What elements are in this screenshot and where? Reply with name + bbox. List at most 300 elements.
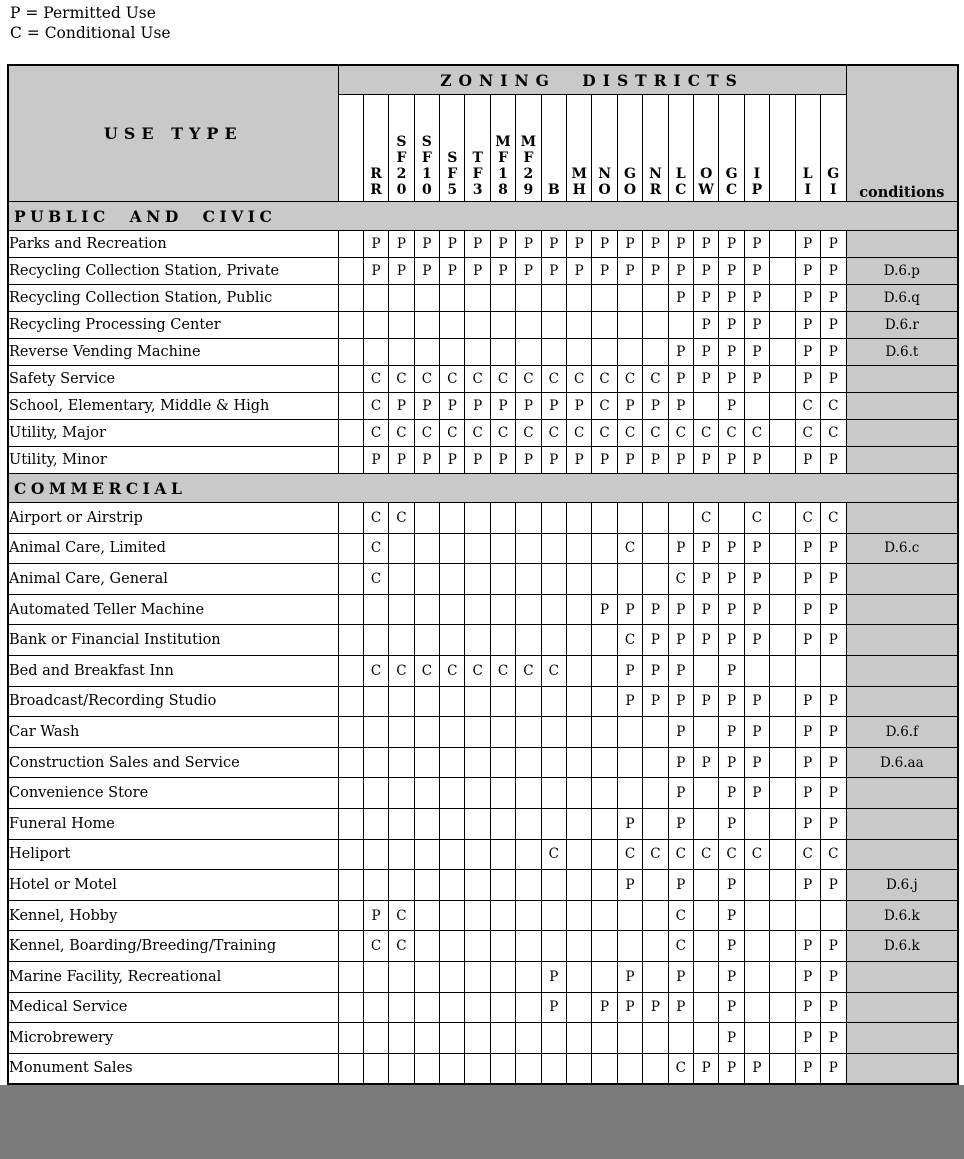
zoning-value-cell-B: P: [541, 258, 566, 285]
zoning-value-cell-TF3: [465, 1053, 490, 1084]
use-row: [8, 420, 958, 447]
district-letter-stack: [415, 134, 439, 201]
zoning-value-cell-B: [541, 285, 566, 312]
zoning-value-cell-SF10: C: [414, 420, 439, 447]
zoning-value-cell-GI: P: [820, 778, 846, 809]
zoning-value-cell-RR: [363, 870, 388, 901]
spacer-cell: [770, 625, 795, 656]
zoning-value-cell-IP: [744, 393, 769, 420]
zoning-value-cell-RR: C: [363, 420, 388, 447]
zoning-value-cell-LC: P: [668, 231, 693, 258]
zoning-value-cell-B: C: [541, 366, 566, 393]
zoning-value-cell-LI: P: [795, 533, 820, 564]
zoning-value-cell-TF3: [465, 747, 490, 778]
zoning-value-cell-B: P: [541, 961, 566, 992]
zoning-value-cell-MF18: [490, 808, 515, 839]
spacer-cell: [338, 503, 363, 534]
zoning-value-cell-GO: P: [617, 686, 642, 717]
district-column-header-GI: [820, 95, 846, 202]
zoning-value-cell-RR: [363, 312, 388, 339]
zoning-value-cell-SF20: [389, 717, 414, 748]
zoning-value-cell-IP: P: [744, 594, 769, 625]
spacer-cell: [770, 393, 795, 420]
zoning-value-cell-OW: [693, 778, 718, 809]
district-letter-stack: [694, 166, 718, 201]
zoning-value-cell-LI: P: [795, 625, 820, 656]
zoning-value-cell-NO: [592, 312, 617, 339]
zoning-value-cell-RR: P: [363, 231, 388, 258]
condition-cell: D.6.r: [846, 312, 958, 339]
use-row: [8, 285, 958, 312]
condition-cell: [846, 503, 958, 534]
zoning-value-cell-SF10: [414, 1053, 439, 1084]
zoning-value-cell-IP: [744, 808, 769, 839]
district-letter: M: [495, 134, 511, 150]
zoning-value-cell-MH: [567, 839, 592, 870]
spacer-cell: [338, 533, 363, 564]
zoning-value-cell-MH: [567, 594, 592, 625]
use-row: [8, 533, 958, 564]
district-letter: P: [751, 182, 763, 198]
zoning-value-cell-SF10: [414, 594, 439, 625]
zoning-value-cell-OW: P: [693, 366, 718, 393]
zoning-value-cell-GI: P: [820, 258, 846, 285]
spacer-cell: [770, 655, 795, 686]
district-letter: N: [648, 166, 662, 182]
zoning-value-cell-LI: [795, 655, 820, 686]
zoning-value-cell-GC: P: [719, 961, 744, 992]
zoning-value-cell-SF20: P: [389, 231, 414, 258]
district-letter: R: [370, 166, 382, 182]
zoning-value-cell-OW: P: [693, 447, 718, 474]
zoning-value-cell-MH: [567, 655, 592, 686]
zoning-value-cell-GC: P: [719, 366, 744, 393]
zoning-value-cell-MH: [567, 1023, 592, 1054]
zoning-value-cell-MF18: P: [490, 393, 515, 420]
zoning-value-cell-SF20: [389, 339, 414, 366]
zoning-value-cell-MF18: [490, 285, 515, 312]
zoning-value-cell-SF5: [440, 747, 465, 778]
zoning-value-cell-NO: [592, 564, 617, 595]
zoning-value-cell-MH: [567, 747, 592, 778]
zoning-value-cell-SF5: [440, 839, 465, 870]
zoning-value-cell-NR: P: [643, 393, 668, 420]
zoning-value-cell-MF18: [490, 900, 515, 931]
spacer-cell: [770, 339, 795, 366]
zoning-value-cell-SF20: [389, 594, 414, 625]
zoning-value-cell-NR: [643, 808, 668, 839]
zoning-value-cell-IP: P: [744, 312, 769, 339]
zoning-value-cell-GO: C: [617, 420, 642, 447]
spacer-cell: [338, 931, 363, 962]
district-letter: C: [675, 182, 687, 198]
zoning-value-cell-IP: P: [744, 747, 769, 778]
spacer-cell: [338, 393, 363, 420]
zoning-value-cell-MH: P: [567, 447, 592, 474]
district-letter: F: [447, 166, 458, 182]
zoning-value-cell-LI: P: [795, 312, 820, 339]
zoning-value-cell-GC: P: [719, 258, 744, 285]
zoning-value-cell-GC: P: [719, 625, 744, 656]
zoning-value-cell-NO: [592, 961, 617, 992]
use-row: [8, 900, 958, 931]
district-column-header-TF3: [465, 95, 490, 202]
zoning-value-cell-IP: [744, 992, 769, 1023]
zoning-value-cell-RR: [363, 594, 388, 625]
zoning-value-cell-GC: P: [719, 231, 744, 258]
zoning-value-cell-SF10: [414, 870, 439, 901]
district-letter: F: [523, 150, 534, 166]
zoning-value-cell-MF18: C: [490, 655, 515, 686]
use-type-label: School, Elementary, Middle & High: [8, 393, 338, 420]
district-column-header-RR: [363, 95, 388, 202]
zoning-value-cell-SF5: [440, 285, 465, 312]
zoning-value-cell-TF3: [465, 339, 490, 366]
zoning-value-cell-NO: [592, 900, 617, 931]
zoning-value-cell-OW: [693, 961, 718, 992]
zoning-value-cell-GC: P: [719, 594, 744, 625]
zoning-value-cell-OW: [693, 870, 718, 901]
zoning-value-cell-SF10: [414, 285, 439, 312]
district-letter-stack: [592, 166, 616, 201]
zoning-value-cell-GC: P: [719, 778, 744, 809]
condition-cell: D.6.q: [846, 285, 958, 312]
zoning-value-cell-GC: P: [719, 931, 744, 962]
district-letter-stack: [821, 166, 846, 201]
district-letter-stack: [796, 166, 820, 201]
zoning-value-cell-LI: P: [795, 594, 820, 625]
zoning-value-cell-GI: P: [820, 285, 846, 312]
zoning-value-cell-NR: P: [643, 992, 668, 1023]
district-letter: 8: [498, 182, 508, 198]
zoning-value-cell-LI: P: [795, 1023, 820, 1054]
zoning-value-cell-SF5: C: [440, 655, 465, 686]
zoning-value-cell-GI: P: [820, 747, 846, 778]
zoning-value-cell-LC: P: [668, 992, 693, 1023]
use-type-label: Kennel, Hobby: [8, 900, 338, 931]
zoning-value-cell-MF29: [516, 992, 541, 1023]
use-type-label: Marine Facility, Recreational: [8, 961, 338, 992]
zoning-value-cell-NR: P: [643, 594, 668, 625]
use-row: [8, 839, 958, 870]
district-letter-stack: [389, 134, 413, 201]
zoning-value-cell-GI: P: [820, 686, 846, 717]
use-type-label: Kennel, Boarding/Breeding/Training: [8, 931, 338, 962]
zoning-value-cell-B: [541, 717, 566, 748]
zoning-value-cell-MF18: [490, 625, 515, 656]
zoning-value-cell-OW: P: [693, 231, 718, 258]
condition-cell: D.6.t: [846, 339, 958, 366]
district-letter-stack: [567, 166, 591, 201]
zoning-value-cell-MH: [567, 717, 592, 748]
district-column-header-IP: [744, 95, 769, 202]
zoning-value-cell-MH: [567, 1053, 592, 1084]
zoning-value-cell-RR: [363, 1023, 388, 1054]
zoning-value-cell-RR: [363, 625, 388, 656]
zoning-value-cell-LC: P: [668, 717, 693, 748]
spacer-cell: [338, 686, 363, 717]
district-column-header-B: [541, 95, 566, 202]
section-title: COMMERCIAL: [8, 474, 958, 503]
zoning-value-cell-MF18: [490, 594, 515, 625]
legend-conditional-use: C = Conditional Use: [10, 24, 171, 42]
zoning-value-cell-GI: P: [820, 366, 846, 393]
zoning-value-cell-MH: [567, 778, 592, 809]
zoning-value-cell-MF29: [516, 870, 541, 901]
zoning-value-cell-MF29: [516, 778, 541, 809]
zoning-value-cell-GC: P: [719, 285, 744, 312]
zoning-value-cell-LC: P: [668, 339, 693, 366]
district-letter: S: [421, 134, 432, 150]
zoning-value-cell-GI: P: [820, 1053, 846, 1084]
zoning-value-cell-GI: P: [820, 870, 846, 901]
district-letter: M: [520, 134, 537, 150]
condition-cell: [846, 393, 958, 420]
zoning-value-cell-GC: C: [719, 839, 744, 870]
zoning-value-cell-NR: [643, 931, 668, 962]
table-body: [8, 202, 958, 1085]
zoning-value-cell-GO: [617, 900, 642, 931]
zoning-value-cell-GC: P: [719, 533, 744, 564]
zoning-value-cell-MF29: C: [516, 366, 541, 393]
bottom-gray-band: [0, 1085, 964, 1159]
zoning-value-cell-GC: P: [719, 393, 744, 420]
zoning-value-cell-LC: P: [668, 655, 693, 686]
zoning-value-cell-SF5: [440, 931, 465, 962]
zoning-value-cell-B: P: [541, 393, 566, 420]
spacer-cell: [770, 366, 795, 393]
zoning-value-cell-RR: P: [363, 447, 388, 474]
zoning-value-cell-TF3: C: [465, 655, 490, 686]
zoning-value-cell-RR: C: [363, 931, 388, 962]
spacer-cell: [770, 1023, 795, 1054]
zoning-value-cell-SF5: P: [440, 447, 465, 474]
zoning-value-cell-MF29: [516, 503, 541, 534]
district-column-header-MF29: [516, 95, 541, 202]
spacer-cell: [338, 870, 363, 901]
spacer-cell: [338, 900, 363, 931]
zoning-value-cell-SF10: [414, 339, 439, 366]
district-letter: 1: [498, 166, 508, 182]
zoning-value-cell-SF10: [414, 312, 439, 339]
district-letter-stack: [542, 182, 566, 201]
district-letter: I: [804, 182, 811, 198]
zoning-value-cell-GO: [617, 1053, 642, 1084]
district-column-header-SF20: [389, 95, 414, 202]
zoning-value-cell-B: P: [541, 447, 566, 474]
zoning-value-cell-RR: C: [363, 366, 388, 393]
zoning-value-cell-SF5: [440, 778, 465, 809]
district-column-header-GO: [617, 95, 642, 202]
zoning-value-cell-NO: P: [592, 447, 617, 474]
district-column-header-LC: [668, 95, 693, 202]
zoning-value-cell-GO: [617, 564, 642, 595]
district-letter-stack: [618, 166, 642, 201]
use-type-label: Parks and Recreation: [8, 231, 338, 258]
zoning-value-cell-B: [541, 339, 566, 366]
zoning-value-cell-LI: C: [795, 839, 820, 870]
zoning-value-cell-LC: P: [668, 778, 693, 809]
district-column-header-LI: [795, 95, 820, 202]
district-column-header-sp1: [338, 95, 363, 202]
zoning-value-cell-SF20: C: [389, 655, 414, 686]
condition-cell: D.6.aa: [846, 747, 958, 778]
district-letter: 0: [396, 182, 407, 198]
zoning-value-cell-SF20: [389, 1053, 414, 1084]
zoning-value-cell-SF5: P: [440, 393, 465, 420]
spacer-cell: [338, 747, 363, 778]
zoning-value-cell-NO: [592, 717, 617, 748]
use-row: [8, 778, 958, 809]
spacer-cell: [770, 503, 795, 534]
zoning-value-cell-OW: P: [693, 533, 718, 564]
zoning-value-cell-LI: P: [795, 808, 820, 839]
district-letter: 2: [523, 166, 534, 182]
use-type-label: Recycling Collection Station, Private: [8, 258, 338, 285]
zoning-value-cell-IP: P: [744, 778, 769, 809]
zoning-value-cell-GI: P: [820, 594, 846, 625]
zoning-value-cell-SF20: [389, 1023, 414, 1054]
zoning-value-cell-GO: C: [617, 366, 642, 393]
zoning-value-cell-SF20: [389, 564, 414, 595]
zoning-value-cell-LC: P: [668, 625, 693, 656]
zoning-value-cell-MH: P: [567, 393, 592, 420]
zoning-value-cell-IP: P: [744, 686, 769, 717]
zoning-value-cell-SF10: [414, 564, 439, 595]
spacer-cell: [338, 839, 363, 870]
zoning-value-cell-NR: [643, 285, 668, 312]
zoning-value-cell-SF5: [440, 564, 465, 595]
zoning-value-cell-NR: P: [643, 447, 668, 474]
zoning-value-cell-MH: [567, 870, 592, 901]
zoning-value-cell-NR: [643, 778, 668, 809]
zoning-value-cell-OW: P: [693, 625, 718, 656]
zoning-value-cell-RR: [363, 717, 388, 748]
condition-cell: D.6.k: [846, 900, 958, 931]
zoning-value-cell-SF10: P: [414, 258, 439, 285]
zoning-value-cell-TF3: C: [465, 366, 490, 393]
district-letter-stack: [745, 166, 769, 201]
zoning-value-cell-LC: P: [668, 285, 693, 312]
zoning-value-cell-GO: P: [617, 992, 642, 1023]
zoning-value-cell-LI: C: [795, 420, 820, 447]
zoning-value-cell-TF3: [465, 686, 490, 717]
zoning-value-cell-GI: C: [820, 420, 846, 447]
zoning-value-cell-NO: [592, 339, 617, 366]
zoning-value-cell-LC: [668, 312, 693, 339]
spacer-cell: [338, 1053, 363, 1084]
zoning-use-table: [7, 64, 959, 1085]
zoning-value-cell-LC: C: [668, 1053, 693, 1084]
spacer-cell: [770, 686, 795, 717]
district-letter: L: [802, 166, 813, 182]
zoning-value-cell-RR: [363, 285, 388, 312]
zoning-value-cell-SF20: [389, 961, 414, 992]
zoning-value-cell-TF3: [465, 533, 490, 564]
spacer-cell: [338, 447, 363, 474]
zoning-value-cell-SF20: P: [389, 258, 414, 285]
zoning-value-cell-TF3: P: [465, 393, 490, 420]
zoning-value-cell-RR: C: [363, 533, 388, 564]
zoning-value-cell-B: C: [541, 655, 566, 686]
spacer-cell: [770, 231, 795, 258]
zoning-value-cell-MF18: C: [490, 366, 515, 393]
zoning-value-cell-NO: C: [592, 420, 617, 447]
zoning-value-cell-LC: P: [668, 447, 693, 474]
zoning-value-cell-LI: P: [795, 339, 820, 366]
zoning-value-cell-SF10: C: [414, 366, 439, 393]
spacer-cell: [338, 231, 363, 258]
zoning-value-cell-OW: P: [693, 686, 718, 717]
spacer-cell: [770, 1053, 795, 1084]
zoning-value-cell-NO: [592, 655, 617, 686]
condition-cell: D.6.j: [846, 870, 958, 901]
zoning-value-cell-TF3: [465, 931, 490, 962]
use-row: [8, 1023, 958, 1054]
zoning-value-cell-SF5: [440, 992, 465, 1023]
zoning-value-cell-SF10: [414, 747, 439, 778]
zoning-value-cell-GI: P: [820, 625, 846, 656]
zoning-value-cell-SF10: [414, 625, 439, 656]
zoning-value-cell-MF29: [516, 961, 541, 992]
zoning-value-cell-SF5: P: [440, 231, 465, 258]
zoning-value-cell-MF18: [490, 339, 515, 366]
zoning-value-cell-GO: P: [617, 594, 642, 625]
zoning-value-cell-NO: C: [592, 393, 617, 420]
zoning-value-cell-B: [541, 747, 566, 778]
zoning-value-cell-LI: C: [795, 393, 820, 420]
zoning-value-cell-GC: P: [719, 808, 744, 839]
zoning-value-cell-MF29: [516, 339, 541, 366]
zoning-value-cell-MH: [567, 686, 592, 717]
zoning-value-cell-OW: [693, 808, 718, 839]
conditions-header: conditions: [846, 65, 958, 202]
zoning-value-cell-NR: [643, 339, 668, 366]
zoning-value-cell-SF10: P: [414, 231, 439, 258]
zoning-value-cell-GC: [719, 503, 744, 534]
zoning-value-cell-B: P: [541, 992, 566, 1023]
zoning-value-cell-MH: [567, 312, 592, 339]
spacer-cell: [770, 594, 795, 625]
district-letter: I: [829, 182, 837, 198]
zoning-value-cell-GO: [617, 778, 642, 809]
zoning-value-cell-LC: P: [668, 870, 693, 901]
zoning-value-cell-B: P: [541, 231, 566, 258]
district-letter: H: [572, 182, 586, 198]
zoning-value-cell-GO: P: [617, 258, 642, 285]
zoning-value-cell-MF18: [490, 1053, 515, 1084]
district-letter: R: [649, 182, 662, 198]
zoning-value-cell-IP: C: [744, 420, 769, 447]
use-type-label: Broadcast/Recording Studio: [8, 686, 338, 717]
zoning-value-cell-RR: [363, 747, 388, 778]
zoning-value-cell-SF10: [414, 961, 439, 992]
zoning-value-cell-LC: P: [668, 961, 693, 992]
zoning-value-cell-MH: [567, 961, 592, 992]
use-row: [8, 808, 958, 839]
district-letter: F: [498, 150, 509, 166]
use-row: [8, 1053, 958, 1084]
zoning-value-cell-LI: P: [795, 285, 820, 312]
zoning-value-cell-NO: P: [592, 992, 617, 1023]
spacer-cell: [338, 961, 363, 992]
zoning-value-cell-LI: P: [795, 258, 820, 285]
zoning-value-cell-MF29: [516, 564, 541, 595]
zoning-value-cell-NO: P: [592, 594, 617, 625]
condition-cell: D.6.k: [846, 931, 958, 962]
zoning-value-cell-MF18: [490, 564, 515, 595]
zoning-value-cell-NO: [592, 931, 617, 962]
